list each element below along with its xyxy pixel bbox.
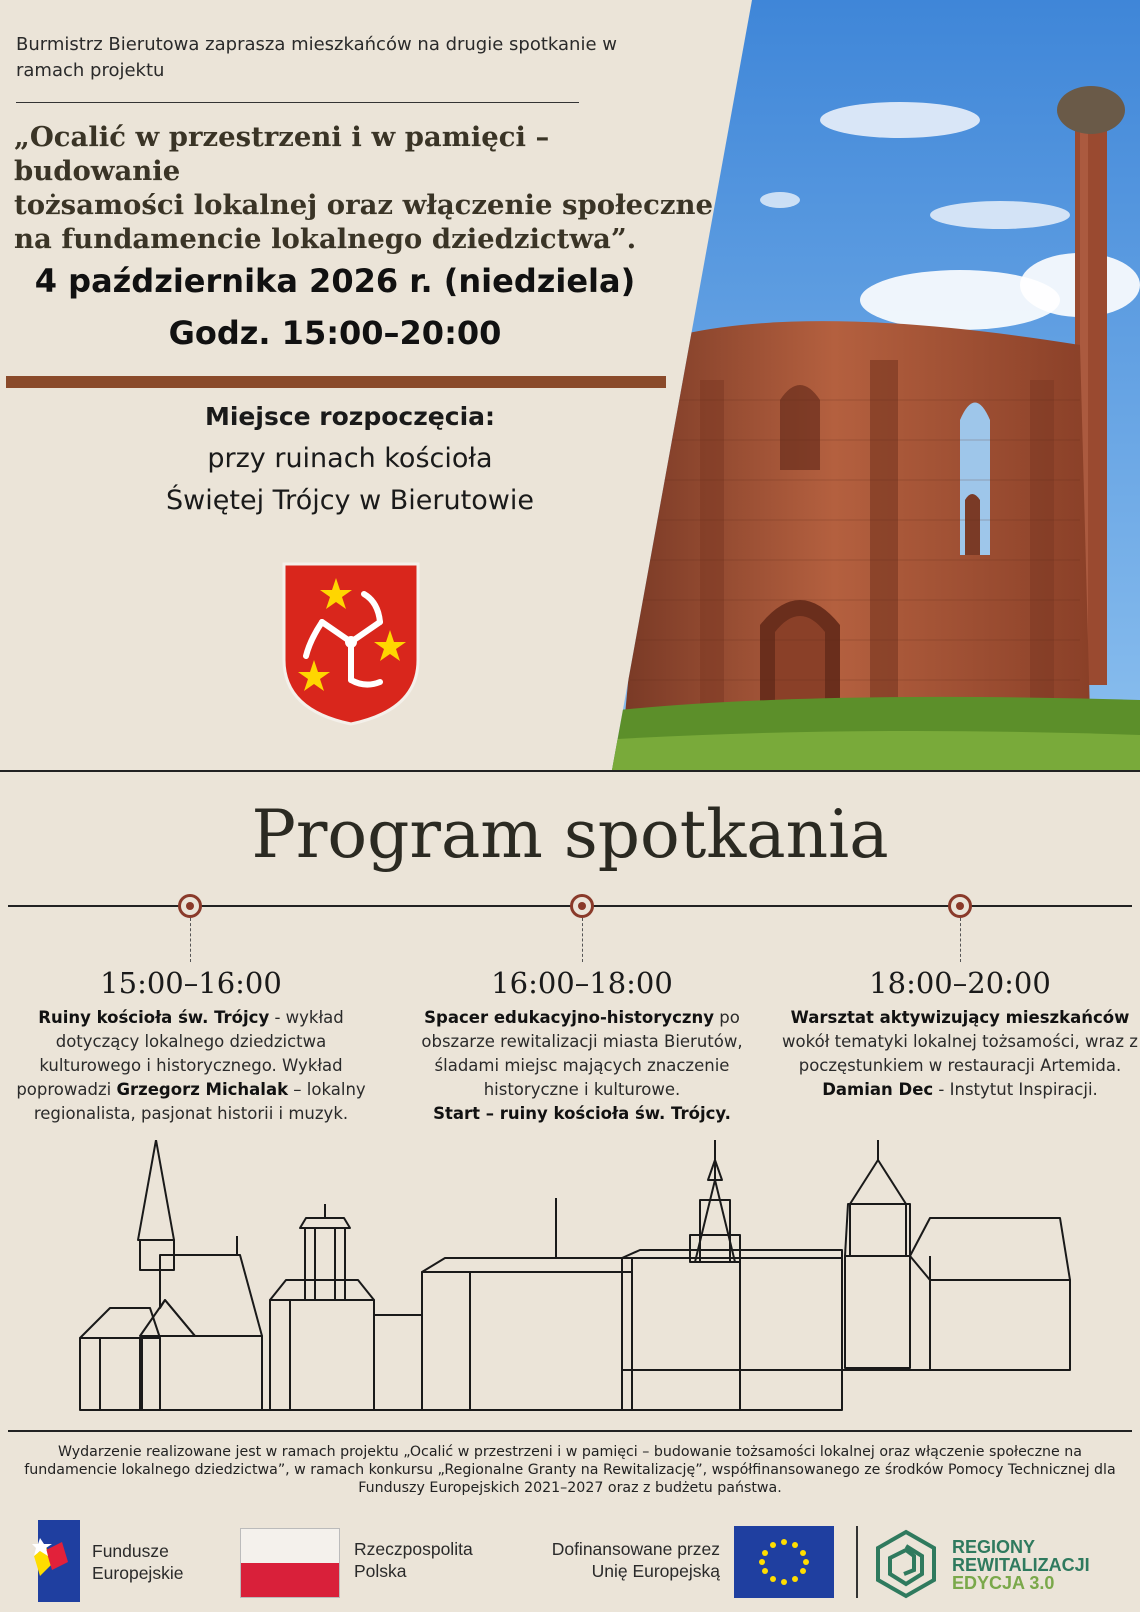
program-speaker: Grzegorz Michalak — [116, 1080, 289, 1099]
program-highlight: Spacer edukacyjno-historyczny — [424, 1008, 715, 1027]
regiony-line: REWITALIZACJI — [952, 1555, 1090, 1575]
program-description — [397, 1006, 767, 1126]
program-description — [6, 1006, 376, 1126]
program-text: – lokalny regionalista, pasjonat historii i muzyk. — [33, 1080, 366, 1123]
coat-of-arms-icon — [280, 560, 422, 728]
regiony-line: EDYCJA 3.0 — [952, 1573, 1055, 1593]
fundusze-line: Europejskie — [92, 1563, 184, 1583]
program-text: wokół tematyki lokalnej tożsamości, wraz z poczęstunkiem w restauracji Artemida. — [782, 1032, 1138, 1075]
section-divider — [0, 770, 1140, 772]
invitation-intro: Burmistrz Bierutowa zaprasza mieszkańców na drugie spotkanie w ramach projektu — [16, 34, 617, 81]
fundusze-europejskie-icon — [32, 1518, 82, 1604]
program-item — [397, 966, 767, 1126]
start-place-line: przy ruinach kościoła — [207, 443, 493, 474]
eu-line: Dofinansowane przez — [551, 1539, 720, 1559]
polish-flag-icon — [240, 1528, 340, 1598]
fundusze-europejskie-label — [92, 1540, 183, 1584]
eu-flag-icon — [734, 1526, 834, 1598]
regiony-line: REGIONY — [952, 1537, 1036, 1557]
footer-divider — [8, 1430, 1132, 1432]
program-highlight: Ruiny kościoła św. Trójcy — [38, 1008, 270, 1027]
timeline-marker — [948, 894, 972, 918]
town-skyline-illustration — [0, 1140, 1140, 1430]
accent-bar — [6, 376, 666, 388]
start-place-line: Świętej Trójcy w Bierutowie — [166, 485, 534, 516]
rzeczpospolita-line: Rzeczpospolita — [354, 1539, 473, 1559]
eu-line: Unię Europejską — [591, 1561, 720, 1581]
logo-separator — [856, 1526, 858, 1598]
timeline-marker — [178, 894, 202, 918]
event-date: 4 października 2026 r. (niedziela) — [34, 262, 636, 300]
regiony-rewitalizacji-icon — [874, 1528, 938, 1600]
timeline-stem — [582, 918, 583, 962]
funding-note: Wydarzenie realizowane jest w ramach projektu „Ocalić w przestrzeni i w pamięci – budowanie tożsamości lokalnej oraz włączenie społeczne na fundamencie lokalnego dziedzictwa”, w ramach konkursu „Regionalne Granty na Rewitalizację”, współfinansowanego ze środków Pomocy Technicznej dla Funduszy Europejskich 2021–2027 oraz z budżetu państwa. — [24, 1444, 1116, 1496]
program-text: - Instytut Inspiracji. — [933, 1080, 1098, 1099]
program-text: - wykład dotyczący lokalnego dziedzictwa kulturowego i historycznego. Wykład poprowadzi — [16, 1008, 344, 1099]
program-item — [775, 966, 1140, 1102]
program-title: Program spotkania — [251, 796, 889, 873]
eu-cofinanced-label — [520, 1538, 720, 1582]
program-time: 16:00–18:00 — [491, 966, 673, 1000]
project-title — [14, 120, 714, 256]
project-title-line: na fundamencie lokalnego dziedzictwa”. — [14, 223, 637, 255]
program-highlight: Warsztat aktywizujący mieszkańców — [790, 1008, 1130, 1027]
program-start: Start – ruiny kościoła św. Trójcy. — [433, 1104, 731, 1123]
program-text: po obszarze rewitalizacji miasta Bierutów, śladami miejsc mających znaczenie historyczne i kulturowe. — [421, 1008, 743, 1099]
project-title-line: „Ocalić w przestrzeni i w pamięci – budowanie — [14, 121, 550, 187]
timeline-stem — [960, 918, 961, 962]
start-place-label: Miejsce rozpoczęcia: — [204, 402, 496, 431]
regiony-rewitalizacji-label — [952, 1538, 1090, 1592]
program-item — [6, 966, 376, 1126]
program-time: 15:00–16:00 — [100, 966, 282, 1000]
fundusze-line: Fundusze — [92, 1541, 169, 1561]
rzeczpospolita-line: Polska — [354, 1561, 407, 1581]
timeline-marker — [570, 894, 594, 918]
program-time: 18:00–20:00 — [869, 966, 1051, 1000]
intro-divider — [16, 102, 579, 103]
project-title-line: tożsamości lokalnej oraz włączenie społeczne — [14, 189, 714, 221]
program-speaker: Damian Dec — [822, 1080, 934, 1099]
program-description — [775, 1006, 1140, 1102]
timeline-stem — [190, 918, 191, 962]
rzeczpospolita-label — [354, 1538, 473, 1582]
event-hours: Godz. 15:00–20:00 — [168, 314, 502, 352]
